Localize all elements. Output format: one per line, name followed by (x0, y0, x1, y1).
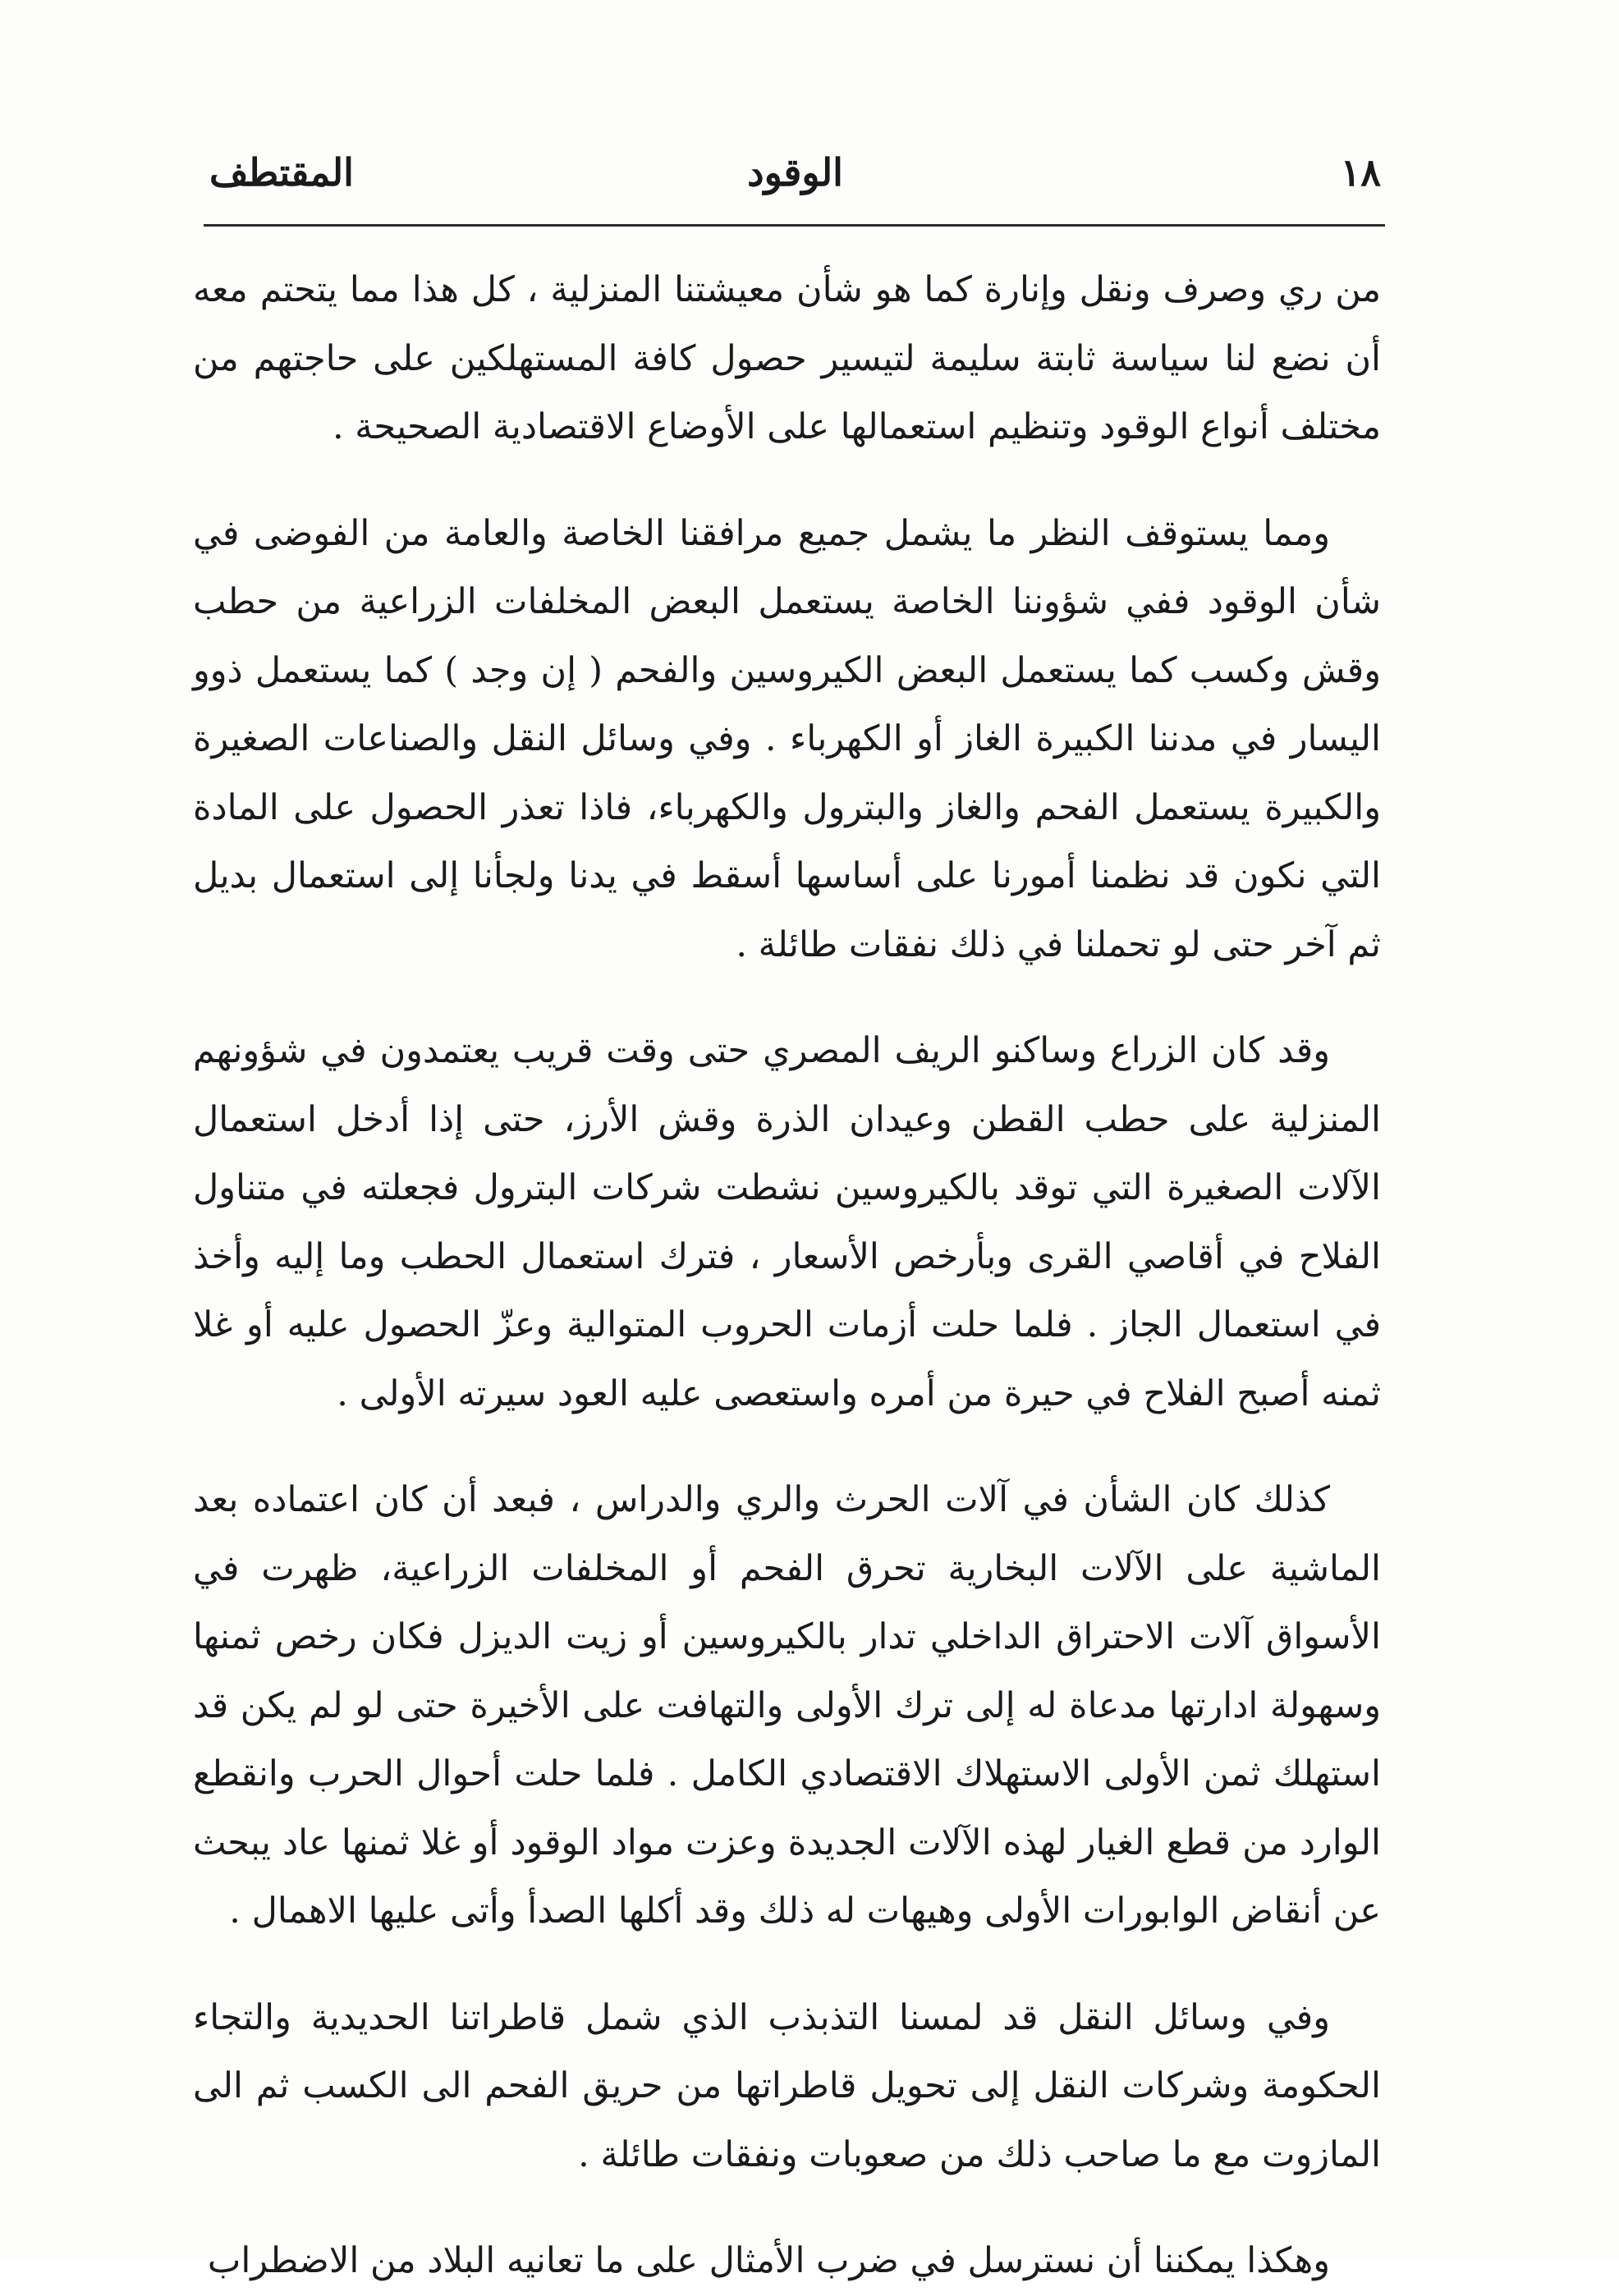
paragraph-3: وقد كان الزراع وساكنو الريف المصري حتى وقت قريب يعتمدون في شؤونهم المنزلية على حطب القطن وعيدان الذرة وقش الأرز، حتى إذا أدخل استعمال الآلات الصغيرة التي توقد بالكيروسين نشطت شركات البترول فجعلته في متناول الفلاح في أقاصي القرى وبأرخص الأسعار ، فترك استعمال الحطب وما إليه وأخذ في استعمال الجاز . فلما حلت أزمات الحروب المتوالية وعزّ الحصول عليه أو غلا ثمنه أصبح الفلاح في حيرة من أمره واستعصى عليه العود سيرته الأولى . (193, 1030, 1381, 1414)
running-title: الوقود (747, 150, 843, 195)
header-rule (204, 224, 1385, 227)
paragraph-5: وفي وسائل النقل قد لمسنا التذبذب الذي شمل قاطراتنا الحديدية والتجاء الحكومة وشركات النقل إلى تحويل قاطراتها من حريق الفحم الى الكسب ثم الى المازوت مع ما صاحب ذلك من صعوبات ونفقات طائلة . (193, 1996, 1381, 2175)
paragraph-1: من ري وصرف ونقل وإنارة كما هو شأن معيشتنا المنزلية ، كل هذا مما يتحتم معه أن نضع لنا سياسة ثابتة سليمة لتيسير حصول كافة المستهلكين على حاجتهم من مختلف أنواع الوقود وتنظيم استعمالها على الأوضاع الاقتصادية الصحيحة . (193, 269, 1382, 447)
paragraph-4: كذلك كان الشأن في آلات الحرث والري والدراس ، فبعد أن كان اعتماده بعد الماشية على الآلات البخارية تحرق الفحم أو المخلفات الزراعية، ظهرت في الأسواق آلات الاحتراق الداخلي تدار بالكيروسين أو زيت الديزل فكان رخص ثمنها وسهولة ادارتها مدعاة له إلى ترك الأولى والتهافت على الأخيرة حتى لو لم يكن قد استهلك ثمن الأولى الاستهلاك الاقتصادي الكامل . فلما حلت أحوال الحرب وانقطع الوارد من قطع الغيار لهذه الآلات الجديدة وعزت مواد الوقود أو غلا ثمنها عاد يبحث عن أنقاض الوابورات الأولى وهيهات له ذلك وقد أكلها الصدأ وأتى عليها الاهمال . (193, 1479, 1381, 1932)
page-header (209, 140, 1381, 205)
paragraph-2: ومما يستوقف النظر ما يشمل جميع مرافقنا الخاصة والعامة من الفوضى في شأن الوقود ففي شؤوننا الخاصة يستعمل البعض المخلفات الزراعية من حطب وقش وكسب كما يستعمل البعض الكيروسين والفحم ( إن وجد ) كما يستعمل ذوو اليسار في مدننا الكبيرة الغاز أو الكهرباء . وفي وسائل النقل والصناعات الصغيرة والكبيرة يستعمل الفحم والغاز والبترول والكهرباء، فاذا تعذر الحصول على المادة التي نكون قد نظمنا أمورنا على أساسها أسقط في يدنا ولجأنا إلى استعمال بديل ثم آخر حتى لو تحملنا في ذلك نفقات طائلة . (193, 512, 1381, 965)
paragraph-6: وهكذا يمكننا أن نسترسل في ضرب الأمثال على ما تعانيه البلاد من الاضطراب (207, 2240, 1330, 2281)
journal-name: المقتطف (209, 150, 354, 195)
article-body (193, 256, 1382, 2281)
page-number: ١٨ (1340, 150, 1381, 195)
